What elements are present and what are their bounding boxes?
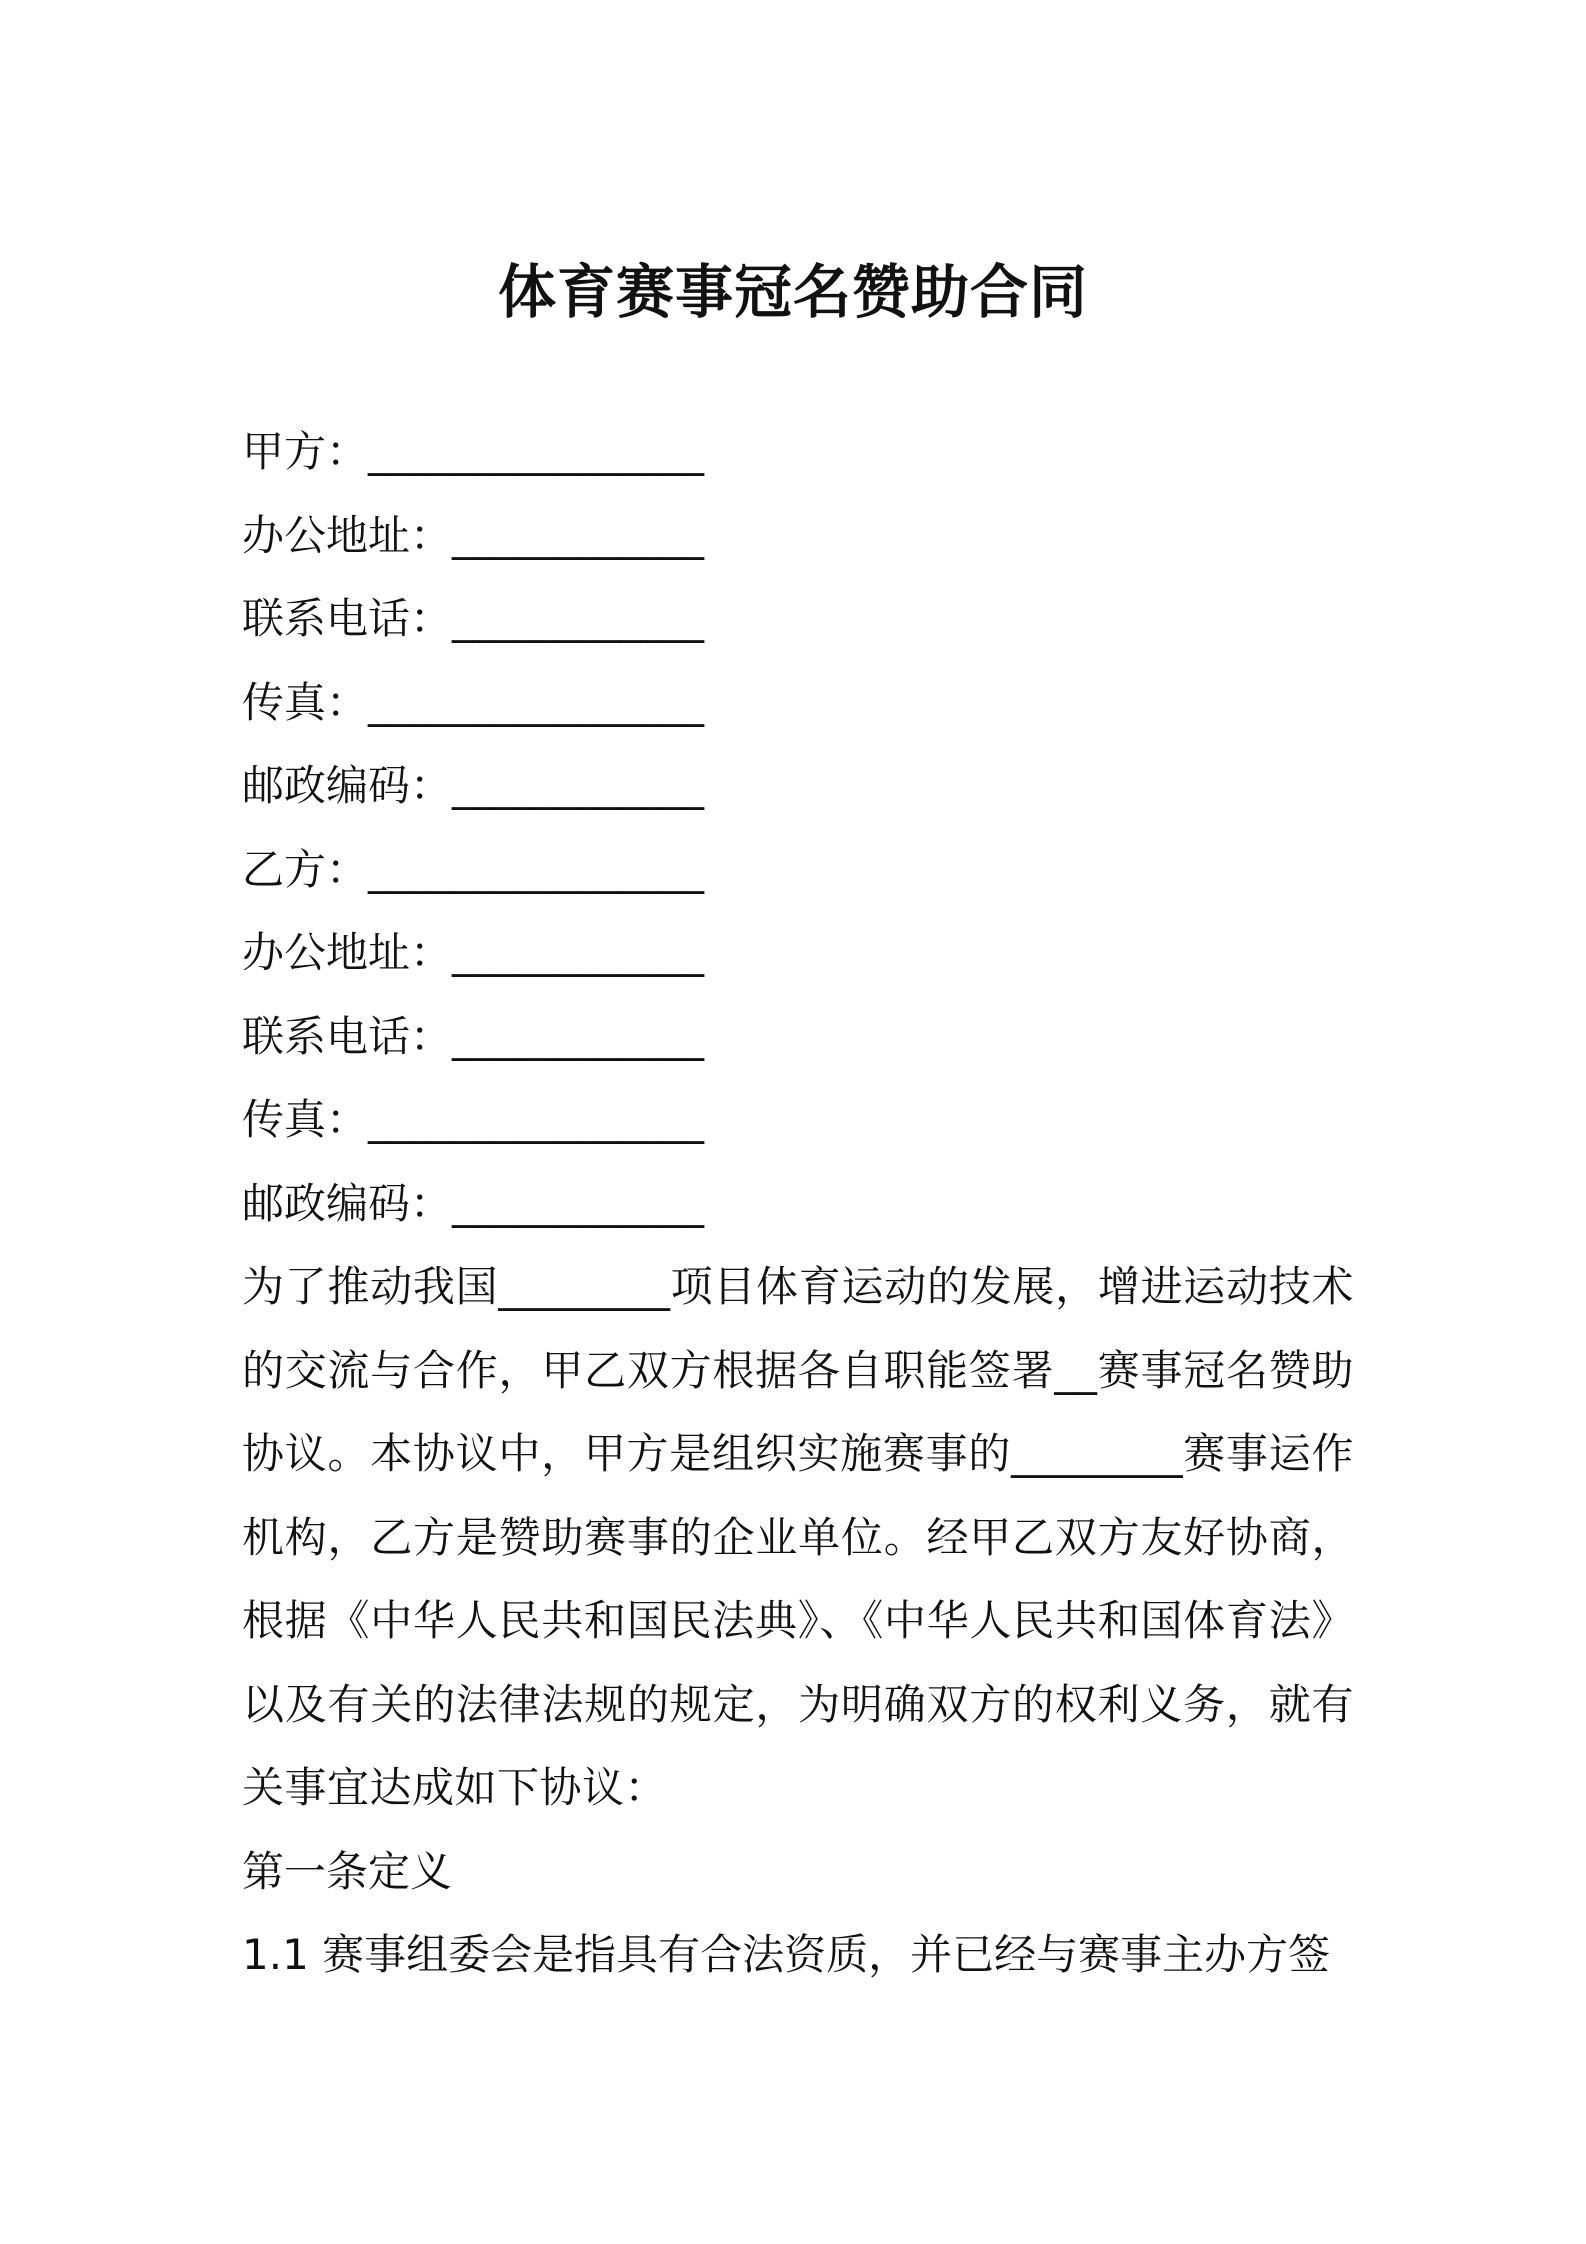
preamble-paragraph: 为了推动我国________项目体育运动的发展，增进运动技术的交流与合作，甲乙双方根据各自职能签署__赛事冠名赞助协议。本协议中，甲方是组织实施赛事的________赛事运作机构，乙方是赞助赛事的企业单位。经甲乙双方友好协商，根据《中华人民共和国民法典》、《中华人民共和国体育法》以及有关的法律法规的规定，为明确双方的权利义务，就有关事宜达成如下协议：	[242, 1262, 1354, 1812]
article-1-heading: 第一条定义	[242, 1846, 453, 1896]
party-a-address-line: 办公地址：____________	[242, 510, 705, 560]
party-b-fax-line: 传真：________________	[242, 1095, 705, 1144]
party-b-phone-line: 联系电话：____________	[242, 1011, 705, 1061]
party-b-name-line: 乙方：________________	[242, 844, 705, 894]
clause-1-1: 1.1 赛事组委会是指具有合法资质，并已经与赛事主办方签	[242, 1930, 1331, 1979]
party-a-fax-line: 传真：________________	[242, 677, 705, 727]
party-a-name-line: 甲方：________________	[242, 427, 705, 476]
document-title: 体育赛事冠名赞助合同	[497, 258, 1088, 326]
party-b-address-line: 办公地址：____________	[242, 928, 705, 977]
party-b-postcode-line: 邮政编码：____________	[242, 1178, 705, 1228]
document-body	[242, 410, 1354, 1997]
party-a-postcode-line: 邮政编码：____________	[242, 761, 705, 810]
party-a-phone-line: 联系电话：____________	[242, 594, 705, 643]
